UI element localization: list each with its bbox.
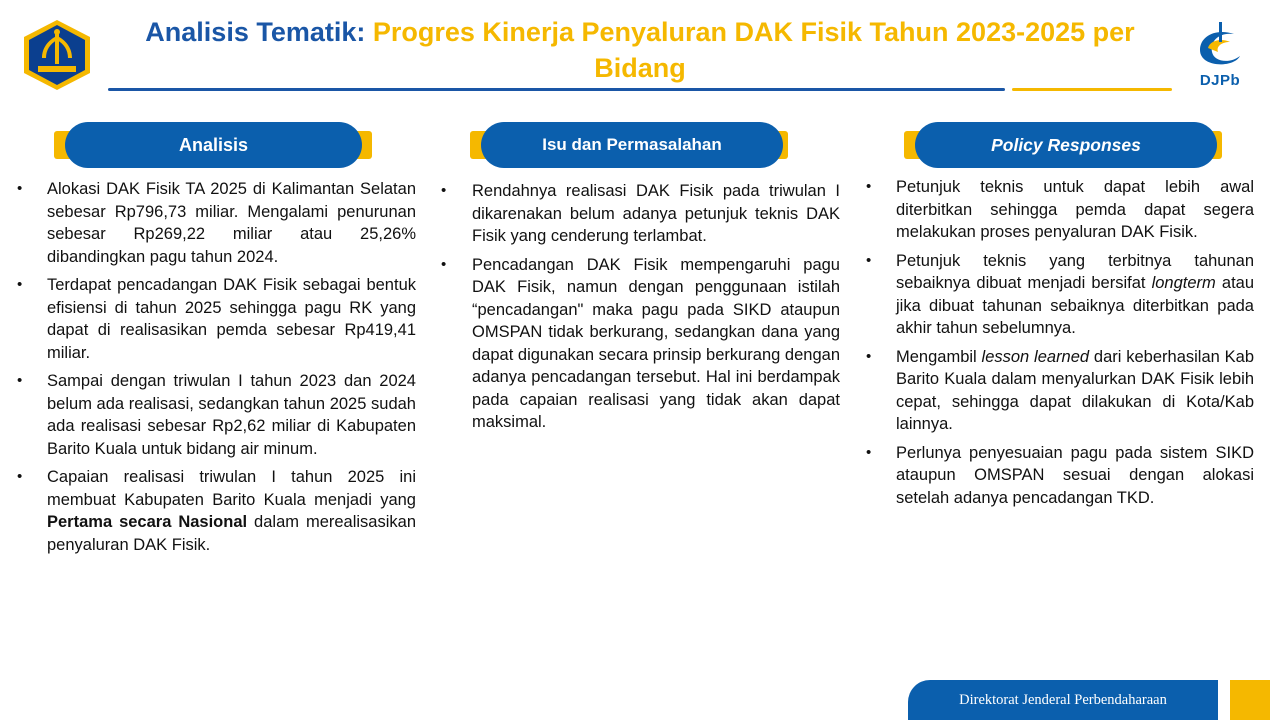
analisis-column [47,178,416,562]
section-header-policy [904,122,1224,168]
policy-item-text: atau jika dibuat tahunan sebaiknya diterbitkan pada akhir tahun sebelumnya. [896,274,1255,337]
analisis-item [47,466,416,556]
isu-list [472,180,840,434]
policy-item-term: longterm [1151,274,1216,292]
policy-item-text: dari keberhasilan Kab Barito Kuala dalam menyalurkan DAK Fisik lebih cepat, sehingga dapat dilakukan di Kota/Kab lainnya. [896,347,1254,433]
footer-organization: Direktorat Jenderal Perbendaharaan [908,680,1218,720]
title-underline-blue [108,88,1005,91]
isu-column [472,180,840,440]
policy-item-term: lesson learned [981,347,1090,366]
isu-item: • Pencadangan DAK Fisik mempengaruhi pagu DAK Fisik, namun dengan penggunaan istilah “pencadangan" maka pagu pada SIKD ataupun OMSPAN tidak berkurang, sedangkan dana yang dapat digunakan secara prinsip berkurang dengan adanya pencadangan tersebut. Hal ini berdampak pada capaian realisasi yang tidak akan dapat maksimal. [472,254,840,434]
section-header-analisis [54,122,374,168]
footer-accent-block [1230,680,1270,720]
analisis-item: • Sampai dengan triwulan I tahun 2023 dan 2024 belum ada realisasi, sedangkan tahun 2025 sudah ada realisasi sebesar Rp2,62 miliar di Kabupaten Barito Kuala untuk bidang air minum. [47,370,416,460]
policy-item-text: Mengambil [896,347,982,366]
section-label-analisis: Analisis [65,122,362,168]
isu-item: • Rendahnya realisasi DAK Fisik pada triwulan I dikarenakan belum adanya petunjuk teknis DAK Fisik yang cenderung terlambat. [472,180,840,248]
page-title [110,14,1170,86]
section-label-isu: Isu dan Permasalahan [481,122,783,168]
policy-list [896,176,1254,509]
section-label-policy: Policy Responses [915,122,1217,168]
section-header-isu [470,122,790,168]
djpb-swoosh-icon [1190,20,1250,72]
policy-item-text: Petunjuk teknis yang terbitnya tahunan sebaiknya dibuat menjadi bersifat [896,251,1254,292]
policy-item: • Petunjuk teknis untuk dapat lebih awal diterbitkan sehingga pemda dapat segera melakukan proses penyaluran DAK Fisik. [896,176,1254,244]
policy-column [896,176,1254,515]
title-main: Progres Kinerja Penyaluran DAK Fisik Tahun 2023-2025 per Bidang [372,17,1135,83]
title-prefix: Analisis Tematik: [145,17,366,47]
analisis-item: • Terdapat pencadangan DAK Fisik sebagai bentuk efisiensi di tahun 2025 sehingga pagu RK yang dapat di realisasikan pemda sebesar Rp419,41 miliar. [47,274,416,364]
analisis-item: • Alokasi DAK Fisik TA 2025 di Kalimantan Selatan sebesar Rp796,73 miliar. Mengalami penurunan sebesar Rp269,22 miliar atau 25,26% dibandingkan pagu tahun 2024. [47,178,416,268]
analisis-item-highlight: Pertama secara Nasional [47,513,248,531]
kemenkeu-emblem-logo [20,18,94,92]
analisis-list [47,178,416,556]
analisis-item-text: Capaian realisasi triwulan I tahun 2025 ini membuat Kabupaten Barito Kuala menjadi yang [47,468,416,509]
djpb-logo-text: DJPb [1199,72,1241,89]
analisis-item-text: dalam merealisasikan penyaluran DAK Fisik. [47,513,416,554]
policy-item: • Perlunya penyesuaian pagu pada sistem SIKD ataupun OMSPAN sesuai dengan alokasi setelah adanya pencadangan TKD. [896,442,1254,510]
policy-item [896,250,1254,340]
policy-item [896,346,1254,436]
djpb-logo [1190,20,1250,92]
title-underline-gold [1012,88,1172,91]
